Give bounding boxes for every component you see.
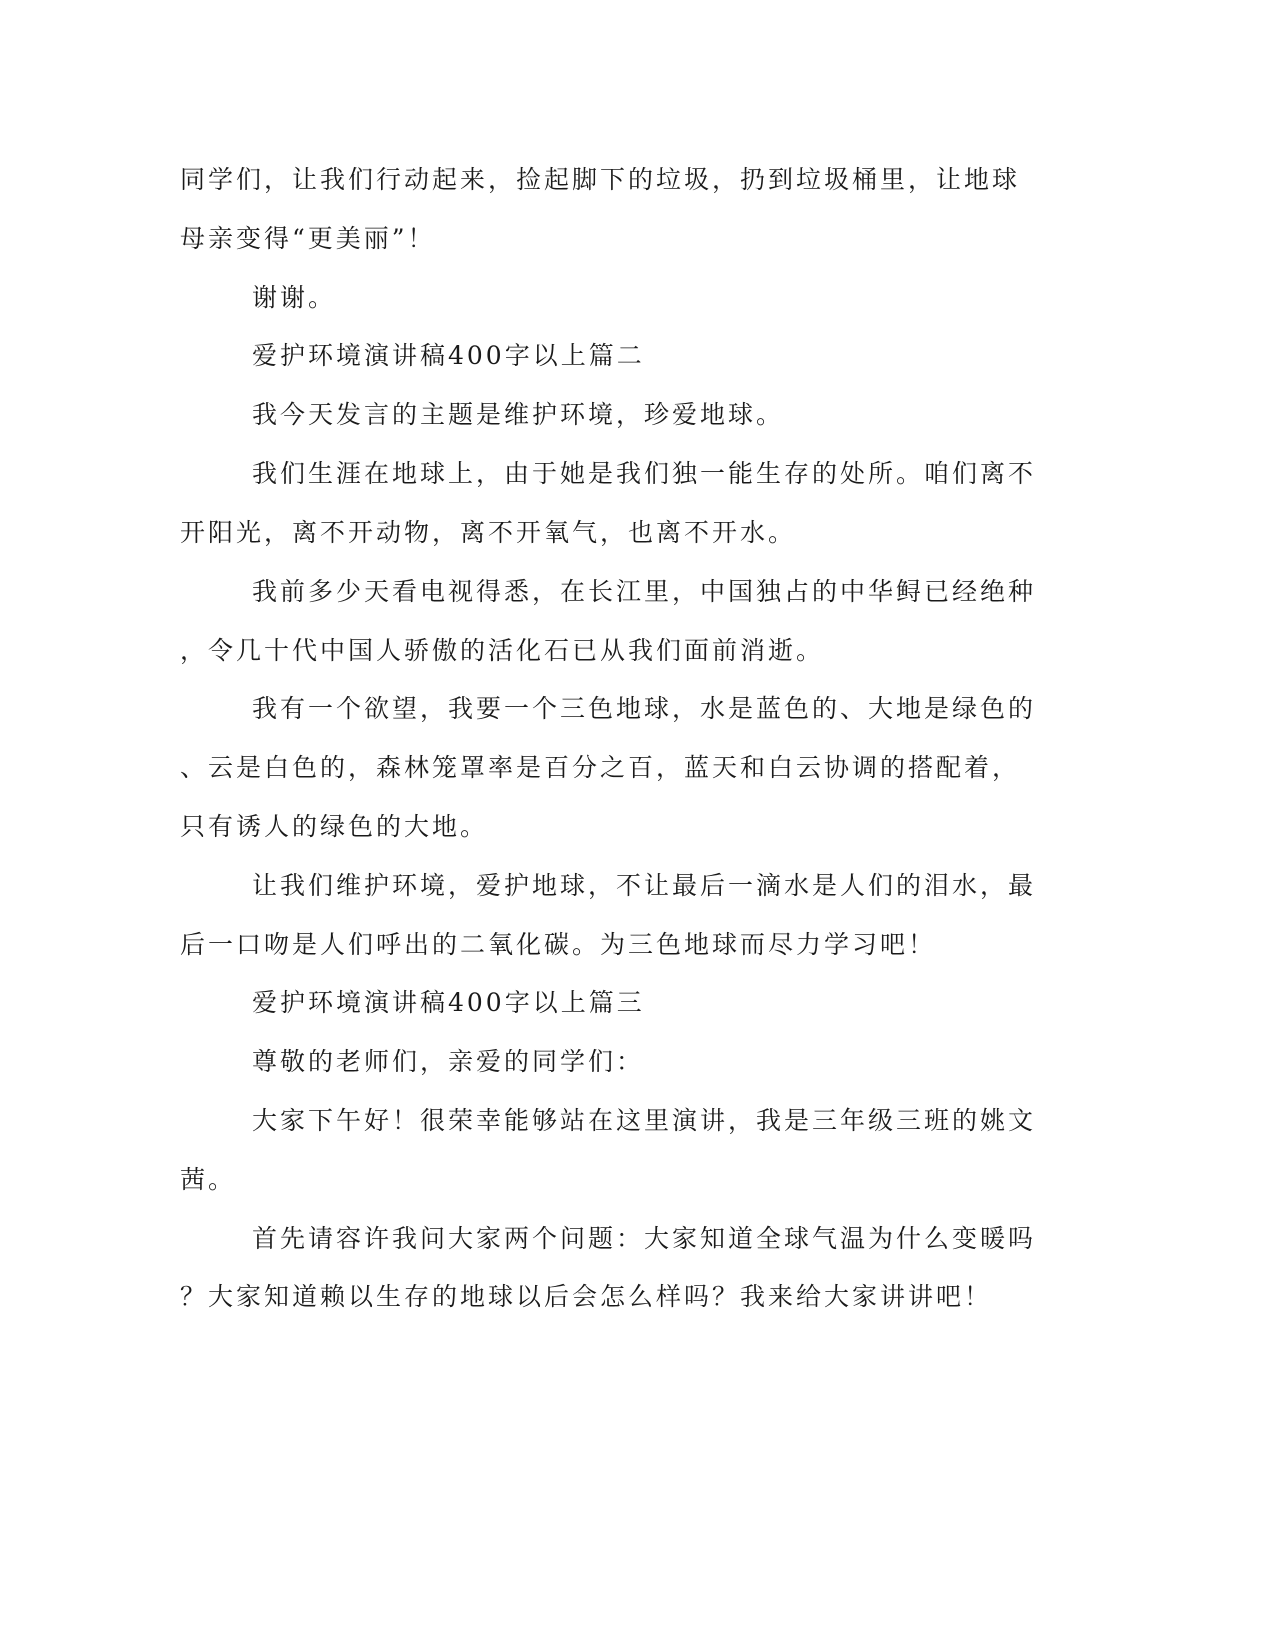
text-line: 大家下午好！很荣幸能够站在这里演讲，我是三年级三班的姚文: [252, 1106, 1037, 1135]
text-line: 我们生涯在地球上，由于她是我们独一能生存的处所。咱们离不: [252, 459, 1037, 488]
text-line: ？大家知道赖以生存的地球以后会怎么样吗？我来给大家讲讲吧！: [180, 1282, 993, 1311]
text-line: 后一口吻是人们呼出的二氧化碳。为三色地球而尽力学习吧！: [180, 930, 937, 959]
text-line: 只有诱人的绿色的大地。: [180, 812, 489, 841]
text-line: 母亲变得“更美丽”！: [180, 224, 436, 253]
text-line: 谢谢。: [252, 283, 337, 312]
text-line: 、云是白色的，森林笼罩率是百分之百，蓝天和白云协调的搭配着，: [180, 753, 1021, 782]
section-heading: 爱护环境演讲稿400字以上篇二: [252, 341, 645, 370]
text-line: 首先请容许我问大家两个问题：大家知道全球气温为什么变暖吗: [252, 1224, 1037, 1253]
text-line: 茜。: [180, 1165, 237, 1194]
text-line: 同学们，让我们行动起来，捡起脚下的垃圾，扔到垃圾桶里，让地球: [180, 165, 1021, 194]
text-line: ，令几十代中国人骄傲的活化石已从我们面前消逝。: [180, 636, 825, 665]
text-line: 让我们维护环境，爱护地球，不让最后一滴水是人们的泪水，最: [252, 871, 1037, 900]
text-line: 开阳光，离不开动物，离不开氧气，也离不开水。: [180, 518, 797, 547]
text-line: 我今天发言的主题是维护环境，珍爱地球。: [252, 400, 785, 429]
text-line: 我有一个欲望，我要一个三色地球，水是蓝色的、大地是绿色的: [252, 694, 1037, 723]
section-heading: 爱护环境演讲稿400字以上篇三: [252, 988, 645, 1017]
text-line: 我前多少天看电视得悉，在长江里，中国独占的中华鲟已经绝种: [252, 577, 1037, 606]
text-line: 尊敬的老师们，亲爱的同学们：: [252, 1047, 645, 1076]
